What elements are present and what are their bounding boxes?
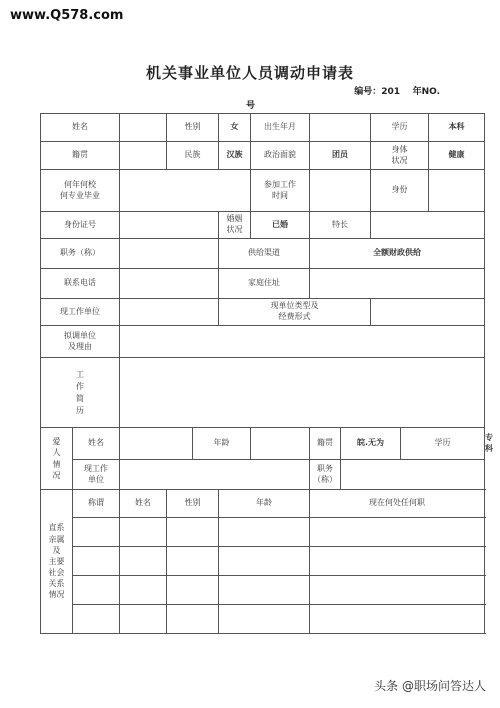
address-label: 家庭住址 [219,269,310,299]
phone-label: 联系电话 [41,269,120,299]
position-value[interactable] [120,239,219,269]
form-title: 机关事业单位人员调动申请表 [145,64,354,82]
family-header-age: 年龄 [219,490,310,518]
supply-label: 供给渠道 [219,239,310,269]
spouse-age-label: 年龄 [193,428,251,460]
phone-value[interactable] [120,269,219,299]
graduation-value[interactable] [120,170,251,212]
family-position-cell[interactable] [310,605,485,634]
birth-value[interactable] [310,114,371,142]
birth-label: 出生年月 [251,114,310,142]
spouse-section-label: 爱 人 情 况 [41,428,73,490]
ethnic-label: 民族 [167,142,219,170]
family-section-label: 直系 亲属 及 主要 社会 关系 情况 [41,490,73,634]
code-year: 年NO. [412,87,440,97]
family-header-relation: 称谓 [73,490,120,518]
spouse-position-label: 职务（称） [310,460,341,490]
spouse-origin-value[interactable]: 皖.无为 [341,428,401,460]
identity-label: 身份 [371,170,429,212]
family-name-cell[interactable] [120,518,167,547]
spouse-position-value[interactable] [341,460,485,490]
spouse-name-value[interactable] [120,428,193,460]
current-unit-value[interactable] [120,299,219,326]
family-header-position: 现在何处任何职 [310,490,485,518]
spouse-name-label: 姓名 [73,428,120,460]
family-relation-cell[interactable] [73,518,120,547]
family-gender-cell[interactable] [167,518,219,547]
specialty-label: 特长 [310,212,371,239]
graduation-label: 何年何校 何专业毕业 [41,170,120,212]
marital-value[interactable]: 已婚 [251,212,310,239]
spouse-unit-value[interactable] [120,460,310,490]
family-name-cell[interactable] [120,576,167,605]
code-prefix: 编号：201 [354,87,401,97]
family-name-cell[interactable] [120,605,167,634]
family-relation-cell[interactable] [73,576,120,605]
site-watermark: www.Q578.com [10,8,124,23]
specialty-value[interactable] [371,212,485,239]
marital-label: 婚姻 状况 [219,212,251,239]
position-label: 职务（称） [41,239,120,269]
political-value[interactable]: 团员 [310,142,371,170]
family-gender-cell[interactable] [167,605,219,634]
work-time-label: 参加工作 时间 [251,170,310,212]
family-position-cell[interactable] [310,576,485,605]
origin-label: 籍贯 [41,142,120,170]
health-value[interactable]: 健康 [429,142,485,170]
spouse-age-value[interactable] [251,428,310,460]
current-unit-label: 现工作单位 [41,299,120,326]
family-name-cell[interactable] [120,547,167,576]
address-value[interactable] [310,269,485,299]
supply-value[interactable]: 全额财政供给 [310,239,485,269]
spouse-edu-label: 学历 [401,428,485,460]
family-header-gender: 性别 [167,490,219,518]
code-suffix: 号 [246,101,256,111]
family-relation-cell[interactable] [73,605,120,634]
name-value[interactable] [120,114,167,142]
resume-value[interactable] [120,358,485,428]
family-gender-cell[interactable] [167,547,219,576]
target-unit-value[interactable] [120,326,485,358]
family-age-cell[interactable] [219,547,310,576]
form-number-label [354,84,440,97]
application-form-table: 姓名 性别 女 出生年月 学历 本科 籍贯 民族 汉族 政治面貌 团员 身体 状况 健康 何年何校 何专业毕业 参加工作 时间 身份 身份证号 婚姻 状况 已婚 特长 职务（称） 供给渠道 全额财政供给 联系电话 家庭住址 现工作单位 现单位类型及 经费形式 拟调单位 及理由 工 作 简 历 爱 人 情 况 姓名 年龄 籍贯 皖.无为 学历 专科 现工作 单位 职务（称） 直系 亲属 及 主要 社会 关系 情况 称谓 姓名 性别 年龄 现在何处任何职 [40,113,485,634]
spouse-unit-label: 现工作 单位 [73,460,120,490]
name-label: 姓名 [41,114,120,142]
family-age-cell[interactable] [219,518,310,547]
political-label: 政治面貌 [251,142,310,170]
family-gender-cell[interactable] [167,576,219,605]
gender-value[interactable]: 女 [219,114,251,142]
family-relation-cell[interactable] [73,547,120,576]
resume-label: 工 作 简 历 [41,358,120,428]
unit-type-value[interactable] [371,299,485,326]
health-label: 身体 状况 [371,142,429,170]
identity-value[interactable] [429,170,485,212]
family-position-cell[interactable] [310,518,485,547]
edu-value[interactable]: 本科 [429,114,485,142]
unit-type-label: 现单位类型及 经费形式 [219,299,371,326]
family-age-cell[interactable] [219,605,310,634]
spouse-origin-label: 籍贯 [310,428,341,460]
ethnic-value[interactable]: 汉族 [219,142,251,170]
edu-label: 学历 [371,114,429,142]
family-position-cell[interactable] [310,547,485,576]
id-number-value[interactable] [120,212,219,239]
footer-watermark: 头条 @职场问答达人 [374,679,486,693]
family-header-name: 姓名 [120,490,167,518]
gender-label: 性别 [167,114,219,142]
family-age-cell[interactable] [219,576,310,605]
work-time-value[interactable] [310,170,371,212]
target-unit-label: 拟调单位 及理由 [41,326,120,358]
id-number-label: 身份证号 [41,212,120,239]
origin-value[interactable] [120,142,167,170]
